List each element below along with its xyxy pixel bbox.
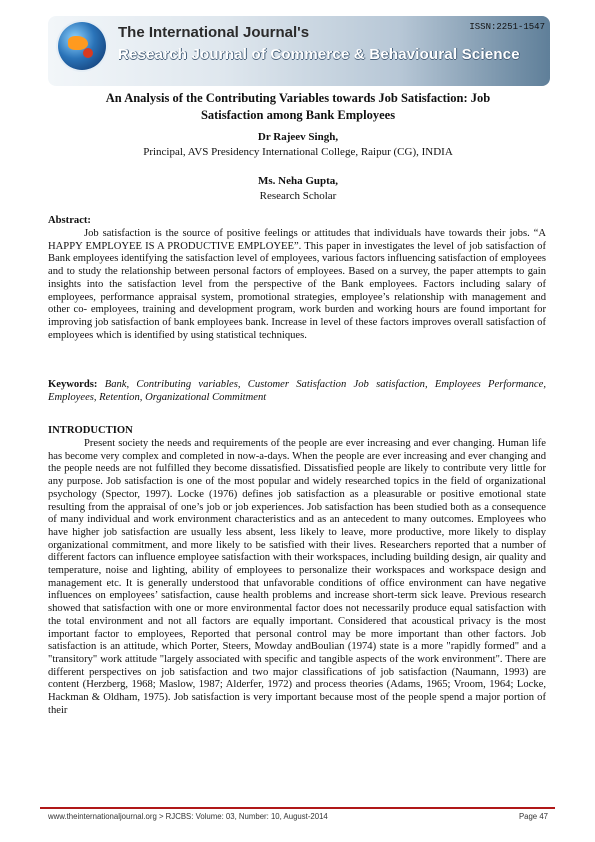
- introduction-text: Present society the needs and requirements of the people are ever increasing and ever changing. Human life has become very complex and completed in now-a-days. When the people are ever increasing and ever changing and the people needs are not fulfilled they become dissatisfied. Dissatisfied people are likely to contribute very little for any purpose. Job satisfaction is one of the most popular and widely researched topics in the field of organizational psychology (Spector, 1997). Locke (1976) defines job satisfaction as a pleasurable or positive emotional state resulting from the appraisal of one’s job or job experiences. Job satisfaction has been studied both as a consequence of many individual and work environment characteristics and as an antecedent to many outcomes. Employees who have higher job satisfaction are usually less absent, less likely to leave, more productive, more likely to display organizational commitment, and more likely to be satisfied with their lives. Researchers reported that a number of different factors can influence employee satisfaction with their workspaces, including building design, air quality and temperature, noise and lighting, ability of employees to personalize their workspaces and workspace design and management etc. It is generally understood that unfavorable conditions of office environment can have negative influences on employees’ satisfaction, cause health problems and increase short-term sick leave. Previous research showed that satisfaction with one or more environmental factor does not necessarily produce equal satisfaction with the total environment and not all factors are equally important. Considered that acoustical privacy is the most important factor to employees, Reported that personal control may be more important than other factors. Job satisfaction is an attitude, which Porter, Steers, Mowday andBoulian (1974) state is a more "rapidly formed" and a "transitory" work attitude "largely associated with specific and tangible aspects of the work environment". There are different perspectives on job satisfaction and two major classifications of job satisfaction (Naumann, 1993) are content (Herzberg, 1968; Maslow, 1987; Alderfer, 1972) and process theories (Adams, 1965; Vroom, 1964; Locke, Hackman & Oldham, 1975). Job satisfaction is very important because most of the people spend a major portion of their: [48, 438, 546, 716]
- paper-title-line2: Satisfaction among Bank Employees: [200, 108, 396, 122]
- footer-citation: www.theinternationaljournal.org > RJCBS: Volume: 03, Number: 10, August-2014: [48, 812, 328, 821]
- abstract-heading: Abstract:: [48, 215, 91, 226]
- keywords-text: Bank, Contributing variables, Customer Satisfaction Job satisfaction, Employees Performance, Employees, Retention, Organizational Commitment: [48, 379, 546, 403]
- author1-affiliation: Principal, AVS Presidency International College, Raipur (CG), INDIA: [143, 146, 453, 158]
- abstract-text: Job satisfaction is the source of positive feelings or attitudes that individuals have towards their jobs. “A HAPPY EMPLOYEE IS A PRODUCTIVE EMPLOYEE”. This paper in investigates the level of job satisfaction of Bank employees identifying the satisfaction level of employees, various factors influencing satisfaction of employees and to study the relationship between personal factors of employees. Based on a survey, the paper attempts to gain insights into the satisfaction level from the perspective of the Bank employees. Factors including salary of employees, performance appraisal system, promotional strategies, employee’s relationship with management and other co- employees, training and development program, work burden and working hours are found important for improving job satisfaction of bank employees bank. Increase in level of these factors improves overall satisfaction of employees which is identified by using statistical techniques.: [48, 228, 546, 341]
- issn-label: ISSN:2251-1547: [469, 22, 545, 32]
- footer-rule: [40, 807, 555, 809]
- journal-title-line1: The International Journal's: [118, 24, 310, 41]
- author2-name: Ms. Neha Gupta,: [257, 175, 339, 187]
- introduction-heading: INTRODUCTION: [48, 425, 133, 436]
- author1-name: Dr Rajeev Singh,: [257, 131, 339, 143]
- author2-affiliation: Research Scholar: [259, 190, 337, 202]
- paper-title-line1: An Analysis of the Contributing Variables towards Job Satisfaction: Job: [105, 91, 491, 105]
- paper-title: [48, 90, 548, 124]
- journal-title-line2: Research Journal of Commerce & Behavioural Science: [118, 46, 520, 63]
- globe-icon: [58, 22, 106, 70]
- footer: [48, 812, 548, 821]
- keywords-label: Keywords:: [48, 379, 98, 390]
- page-number: Page 47: [518, 812, 548, 821]
- keywords: [48, 379, 546, 404]
